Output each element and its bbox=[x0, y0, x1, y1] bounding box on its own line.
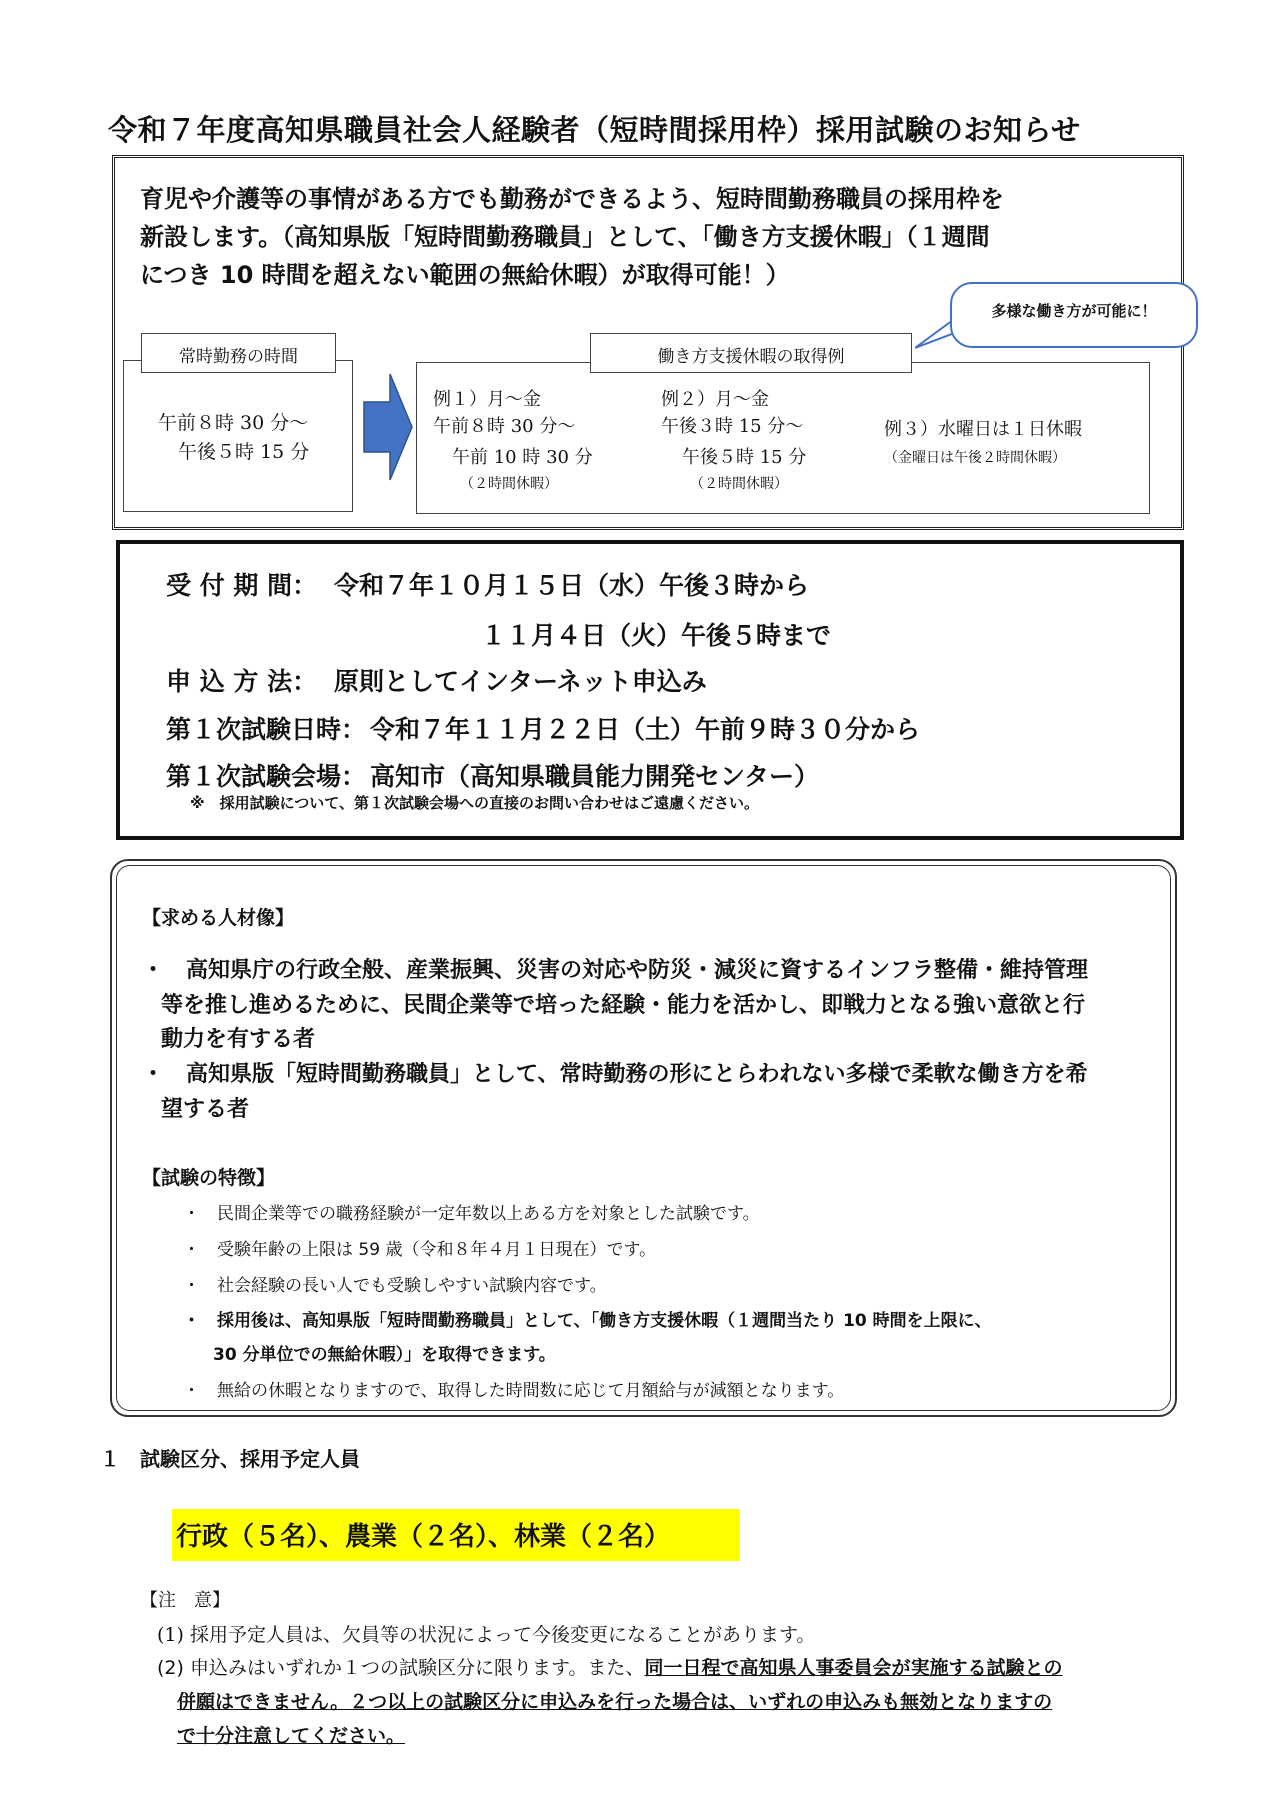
note-2-line-3: で十分注意してください。 bbox=[177, 1725, 406, 1747]
intro-line: 新設します。（高知県版「短時間勤務職員」として、「働き方支援休暇」（１週間 bbox=[140, 223, 990, 251]
note-2-part-b: 同一日程で高知県人事委員会が実施する試験との bbox=[644, 1657, 1063, 1679]
intro-text bbox=[140, 180, 1170, 294]
feature-1: ・ 民間企業等での職務経験が一定年数以上ある方を対象とした試験です。 bbox=[183, 1204, 760, 1224]
method-label: 申 込 方 法： bbox=[166, 667, 318, 696]
intro-line: 育児や介護等の事情がある方でも勤務ができるよう、短時間勤務職員の採用枠を bbox=[140, 185, 1004, 213]
exam-date-value: 令和７年１１月２２日（土）午前９時３０分から bbox=[370, 715, 921, 744]
regular-hours-start: 午前８時 30 分～ bbox=[158, 412, 309, 434]
feature-5: ・ 無給の休暇となりますので、取得した時間数に応じて月額給与が減額となります。 bbox=[183, 1381, 845, 1401]
example1-start: 午前８時 30 分～ bbox=[433, 416, 576, 437]
feature-2: ・ 受験年齢の上限は 59 歳（令和８年４月１日現在）です。 bbox=[183, 1240, 657, 1260]
section-1-heading: １ 試験区分、採用予定人員 bbox=[100, 1447, 360, 1471]
note-2-part-a: (2) 申込みはいずれか１つの試験区分に限ります。また、 bbox=[157, 1657, 645, 1679]
persona-heading: 【求める人材像】 bbox=[142, 907, 295, 929]
example2-end: 午後５時 15 分 bbox=[682, 447, 807, 468]
right-arrow-icon bbox=[362, 372, 414, 482]
persona-bullet-2-line-2: 望する者 bbox=[161, 1097, 250, 1122]
period-value: 令和７年１０月１５日（水）午後３時から bbox=[334, 571, 810, 600]
example2-note: （２時間休暇） bbox=[690, 476, 788, 492]
example3-note: （金曜日は午後２時間休暇） bbox=[884, 450, 1066, 466]
regular-hours-box bbox=[123, 360, 353, 512]
period-label: 受 付 期 間： bbox=[166, 571, 318, 600]
example2-title: 例２）月～金 bbox=[661, 389, 769, 410]
notes-heading: 【注 意】 bbox=[140, 1590, 230, 1611]
regular-hours-end: 午後５時 15 分 bbox=[178, 441, 310, 463]
method-value: 原則としてインターネット申込み bbox=[334, 667, 707, 696]
venue-label: 第１次試験会場： bbox=[166, 762, 367, 791]
note-2-line-2: 併願はできません。２つ以上の試験区分に申込みを行った場合は、いずれの申込みも無効となりますの bbox=[177, 1691, 1053, 1713]
intro-line: につき 10 時間を超えない範囲の無給休暇）が取得可能！） bbox=[140, 261, 790, 289]
persona-bullet-1-line-3: 動力を有する者 bbox=[161, 1027, 316, 1052]
example3-title: 例３）水曜日は１日休暇 bbox=[884, 419, 1082, 440]
venue-value: 高知市（高知県職員能力開発センター） bbox=[370, 762, 820, 791]
features-heading: 【試験の特徴】 bbox=[142, 1167, 276, 1189]
example1-title: 例１）月～金 bbox=[433, 389, 541, 410]
callout-text: 多様な働き方が可能に！ bbox=[991, 302, 1157, 320]
persona-bullet-2-line-1: ・ 高知県版「短時間勤務職員」として、常時勤務の形にとらわれない多様で柔軟な働き方を希 bbox=[142, 1062, 1088, 1087]
application-note: ※ 採用試験について、第１次試験会場への直接のお問い合わせはご遠慮ください。 bbox=[190, 794, 759, 812]
exam-categories: 行政（５名）、農業（２名）、林業（２名） bbox=[176, 1522, 671, 1552]
note-1: (1) 採用予定人員は、欠員等の状況によって今後変更になることがあります。 bbox=[157, 1624, 816, 1646]
note-2-line-1 bbox=[157, 1653, 1062, 1680]
example1-end: 午前 10 時 30 分 bbox=[452, 447, 593, 468]
examples-label: 働き方支援休暇の取得例 bbox=[657, 347, 845, 367]
feature-3: ・ 社会経験の長い人でも受験しやすい試験内容です。 bbox=[183, 1276, 607, 1296]
persona-bullet-1-line-1: ・ 高知県庁の行政全般、産業振興、災害の対応や防災・減災に資するインフラ整備・維持管理 bbox=[142, 958, 1089, 983]
example1-note: （２時間休暇） bbox=[460, 476, 558, 492]
exam-date-label: 第１次試験日時： bbox=[166, 715, 367, 744]
feature-4-line-2: 30 分単位での無給休暇）」を取得できます。 bbox=[213, 1345, 556, 1365]
period-value-end: １１月４日（火）午後５時まで bbox=[481, 621, 832, 650]
example2-start: 午後３時 15 分～ bbox=[661, 416, 804, 437]
page-title: 令和７年度高知県職員社会人経験者（短時間採用枠）採用試験のお知らせ bbox=[108, 113, 1081, 147]
regular-hours-label: 常時勤務の時間 bbox=[179, 347, 298, 367]
feature-4-line-1: ・ 採用後は、高知県版「短時間勤務職員」として、「働き方支援休暇（１週間当たり 10 時間を上限に、 bbox=[183, 1311, 992, 1331]
persona-bullet-1-line-2: 等を推し進めるために、民間企業等で培った経験・能力を活かし、即戦力となる強い意欲と行 bbox=[161, 993, 1086, 1018]
